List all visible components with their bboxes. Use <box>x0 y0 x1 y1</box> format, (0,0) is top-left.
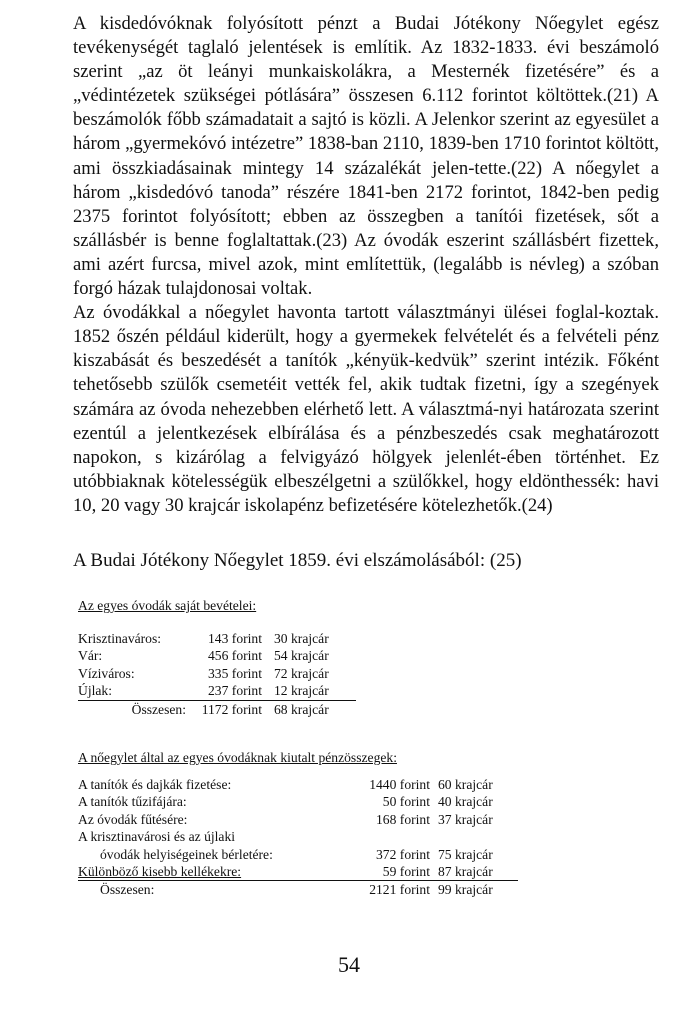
table-row: Az óvodák fűtésére: 168 forint 37 krajcár <box>78 811 493 827</box>
table-row: Újlak: 237 forint 12 krajcár <box>78 682 356 700</box>
expenses-table-title: A nőegylet által az egyes óvodáknak kiutalt pénzösszegek: <box>78 750 397 765</box>
paragraph: A kisdedóvóknak folyósított pénzt a Budai Jótékony Nőegylet egész tevékenységét taglaló jelentések is említik. Az 1832-1833. évi beszámoló szerint „az öt leányi munkaiskolákra, a Mesternék fizetésére” és a „védintézetek szükségei pótlására” összesen 6.112 forintot költöttek.(21) A beszámolók főbb számadatait a sajtó is közli. A Jelenkor szerint az egyesület a három „gyermekóvó intézetre” 1838-ban 2110, 1839-ben 1710 forintot költött, ami összkiadásainak mintegy 14 százalékát jelen-tette.(22) A nőegylet a három „kisdedóvó tanoda” részére 1841-ben 2172 forintot, 1842-ben pedig 2375 forintot folyósított; ebben az összegben a tanítói fizetések, sőt a szállásbér is benne foglaltattak.(23) Az óvodák eszerint szállásbért fizettek, ami azért furcsa, mivel azok, mint említettük, (legalább is névleg) a szóban forgó házak tulajdonosai voltak. <box>73 13 659 300</box>
table-row: Víziváros: 335 forint 72 krajcár <box>78 665 329 681</box>
table-row: Vár: 456 forint 54 krajcár <box>78 648 329 664</box>
table-total-row: Összesen: 1172 forint 68 krajcár <box>131 701 329 717</box>
body-text <box>73 12 659 518</box>
table-row: Krisztinaváros: 143 forint 30 krajcár <box>78 631 329 646</box>
table-row: A tanítók és dajkák fizetése: 1440 forint 60 krajcár <box>78 777 493 792</box>
page-number: 54 <box>338 952 360 977</box>
income-table <box>78 630 356 718</box>
table-row: A tanítók tűzifájára: 50 forint 40 krajcár <box>78 794 493 810</box>
income-table-title: Az egyes óvodák saját bevételei: <box>78 598 257 613</box>
table-row: Különböző kisebb kellékekre: 59 forint 87 krajcár <box>78 863 518 881</box>
table-total-row: Összesen: 2121 forint 99 krajcár <box>100 882 493 898</box>
table-row: A krisztinavárosi és az újlaki <box>78 829 236 845</box>
expenses-table <box>78 776 518 899</box>
paragraph: Az óvodákkal a nőegylet havonta tartott választmányi ülései foglal-koztak. 1852 őszén például kiderült, hogy a gyermekek felvételét és a felvételi pénz kiszabását és beszedését a tanítók „kényük-kedvük” szerint intézik. Főként tehetősebb szülők csemetéit vették fel, akik tudtak fizetni, így a szegények számára az óvoda nehezebben elérhető lett. A választmá-nyi határozata szerint ezentúl a jelentkezések elbírálása és a pénzbeszedés csak meghatározott napokon, s kizárólag a felvigyázó hölgyek jelenlét-ében történhet. Ez utóbbiaknak kötelességük elbeszélgetni a szülőkkel, hogy eldönthessék: havi 10, 20 vagy 30 krajcár iskolapénz befizetésére kötelezhetők.(24) <box>73 302 659 516</box>
section-heading: A Budai Jótékony Nőegylet 1859. évi elszámolásából: (25) <box>73 550 522 571</box>
table-row: óvodák helyiségeinek bérletére: 372 forint 75 krajcár <box>100 846 493 862</box>
